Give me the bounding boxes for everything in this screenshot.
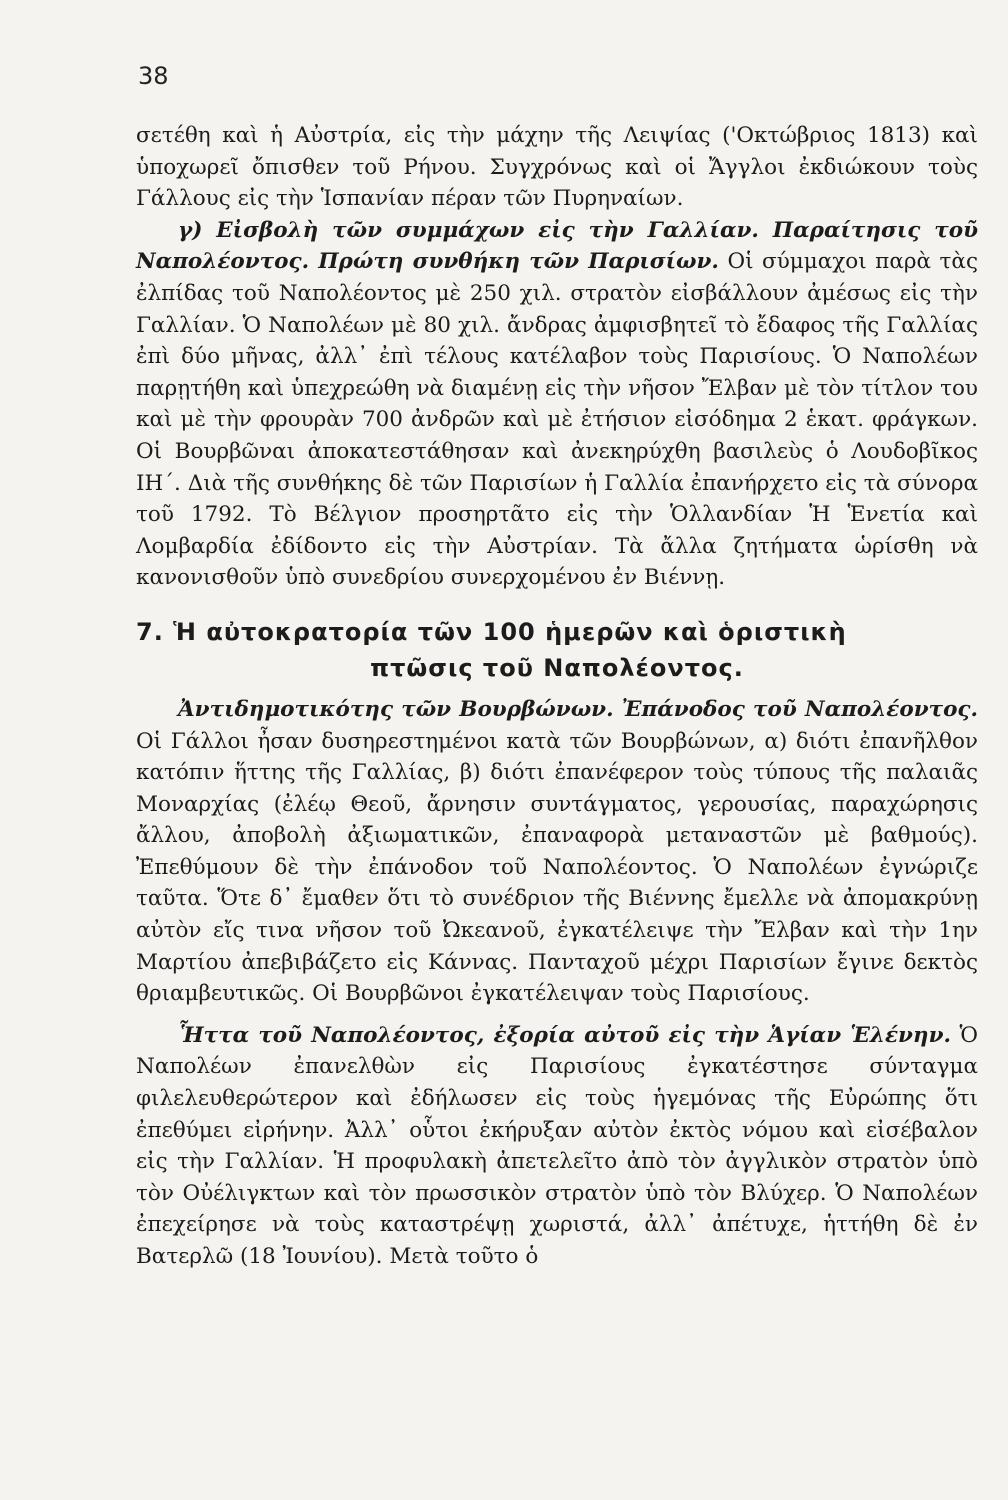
run-in-heading-invasion: γ) Εἰσβολὴ τῶν συμμάχων εἰς τὴν Γαλλίαν. Παραίτησις τοῦ Ναπολέοντος. Πρώτη συνθήκη τῶν Παρισίων. <box>136 217 978 275</box>
paragraph-body-return: Οἱ Γάλλοι ἦσαν δυσηρεστημένοι κατὰ τῶν Βουρβώνων, α) διότι ἐπανῆλθον κατόπιν ἥττης τῆς Γαλλίας, β) διότι ἐπανέφερον τοὺς τύπους τῆς παλαιᾶς Μοναρχίας (ἐλέῳ Θεοῦ, ἄρνησιν συντάγματος, γερουσίας, παραχώρησις ἄλλου, ἀποβολὴ ἀξιωματικῶν, ἐπαναφορὰ μεταναστῶν μὲ βαθμούς). Ἐπεθύμουν δὲ τὴν ἐπάνοδον τοῦ Ναπολέοντος. Ὁ Ναπολέων ἐγνώριζε ταῦτα. Ὅτε δ᾿ ἔμαθεν ὅτι τὸ συνέδριον τῆς Βιέννης ἔμελλε νὰ ἀπομακρύνῃ αὐτὸν εἴς τινα νῆσον τοῦ Ὠκεανοῦ, ἐγκατέλειψε τὴν Ἔλβαν καὶ τὴν 1ην Μαρτίου ἀπεβιβάζετο εἰς Κάννας. Πανταχοῦ μέχρι Παρισίων ἔγινε δεκτὸς θριαμβευτικῶς. Οἱ Βουρβῶνοι ἐγκατέλειψαν τοὺς Παρισίους. <box>136 728 978 1007</box>
paragraph-invasion-of-france <box>136 215 978 594</box>
section-heading-line-2: πτῶσις τοῦ Ναπολέοντος. <box>370 653 744 682</box>
paragraph-body-defeat: Ὁ Ναπολέων ἐπανελθὼν εἰς Παρισίους ἐγκατέστησε σύνταγμα φιλελευθερώτερον καὶ ἐδήλωσεν εἰς τοὺς ἡγεμόνας τῆς Εὐρώπης ὅτι ἐπεθύμει εἰρήνην. Ἀλλ᾿ οὗτοι ἐκήρυξαν αὐτὸν ἐκτὸς νόμου καὶ εἰσέβαλον εἰς τὴν Γαλλίαν. Ἡ προφυλακὴ ἀπετελεῖτο ἀπὸ τὸν ἀγγλικὸν στρατὸν ὑπὸ τὸν Οὐέλιγκτων καὶ τὸν πρωσσικὸν στρατὸν ὑπὸ τὸν Βλύχερ. Ὁ Ναπολέων ἐπεχείρησε νὰ τοὺς καταστρέψῃ χωριστά, ἀλλ᾿ ἀπέτυχε, ἡττήθη δὲ ἐν Βατερλῶ (18 Ἰουνίου). Μετὰ τοῦτο ὁ <box>136 1022 978 1269</box>
page-content <box>136 120 978 1273</box>
section-heading-line-1: 7. Ἡ αὐτοκρατορία τῶν 100 ἡμερῶν καὶ ὁριστικὴ <box>136 617 847 646</box>
paragraph-defeat-and-exile <box>136 1020 978 1273</box>
paragraph-continuation: σετέθη καὶ ἡ Αὐστρία, εἰς τὴν μάχην τῆς Λειψίας ('Οκτώβριος 1813) καὶ ὑποχωρεῖ ὄπισθεν τοῦ Ρήνου. Συγχρόνως καὶ οἱ Ἄγγλοι ἐκδιώκουν τοὺς Γάλλους εἰς τὴν Ἱσπανίαν πέραν τῶν Πυρηναίων. <box>136 123 978 212</box>
run-in-heading-defeat: Ἧττα τοῦ Ναπολέοντος, ἐξορία αὐτοῦ εἰς τὴν Ἁγίαν Ἑλένην. <box>178 1022 951 1048</box>
paragraph-return-of-napoleon <box>136 694 978 1010</box>
run-in-heading-return: Ἀντιδημοτικότης τῶν Βουρβώνων. Ἐπάνοδος τοῦ Ναπολέοντος. <box>178 696 978 722</box>
paragraph-body-invasion: Οἱ σύμμαχοι παρὰ τὰς ἐλπίδας τοῦ Ναπολέοντος μὲ 250 χιλ. στρατὸν εἰσβάλλουν ἀμέσως εἰς τὴν Γαλλίαν. Ὁ Ναπολέων μὲ 80 χιλ. ἄνδρας ἀμφισβητεῖ τὸ ἔδαφος τῆς Γαλλίας ἐπὶ δύο μῆνας, ἀλλ᾿ ἐπὶ τέλους κατέλαβον τοὺς Παρισίους. Ὁ Ναπολέων παρῃτήθη καὶ ὑπεχρεώθη νὰ διαμένῃ εἰς τὴν νῆσον Ἔλβαν μὲ τὸν τίτλον του καὶ μὲ τὴν φρουρὰν 700 ἀνδρῶν καὶ μὲ ἐτήσιον εἰσόδημα 2 ἑκατ. φράγκων. Οἱ Βουρβῶναι ἀποκατεστάθησαν καὶ ἀνεκηρύχθη βασιλεὺς ὁ Λουδοβῖκος ΙΗ΄. Διὰ τῆς συνθήκης δὲ τῶν Παρισίων ἡ Γαλλία ἐπανήρχετο εἰς τὰ σύνορα τοῦ 1792. Τὸ Βέλγιον προσηρτᾶτο εἰς τὴν Ὁλλανδίαν Ἡ Ἑνετία καὶ Λομβαρδία ἐδίδοντο εἰς τὴν Αὐστρίαν. Τὰ ἄλλα ζητήματα ὡρίσθη νὰ κανονισθοῦν ὑπὸ συνεδρίου συνερχομένου ἐν Βιέννῃ. <box>136 249 978 591</box>
section-heading <box>136 614 978 686</box>
paragraph-gap <box>136 1010 978 1020</box>
page-number: 38 <box>138 62 169 90</box>
